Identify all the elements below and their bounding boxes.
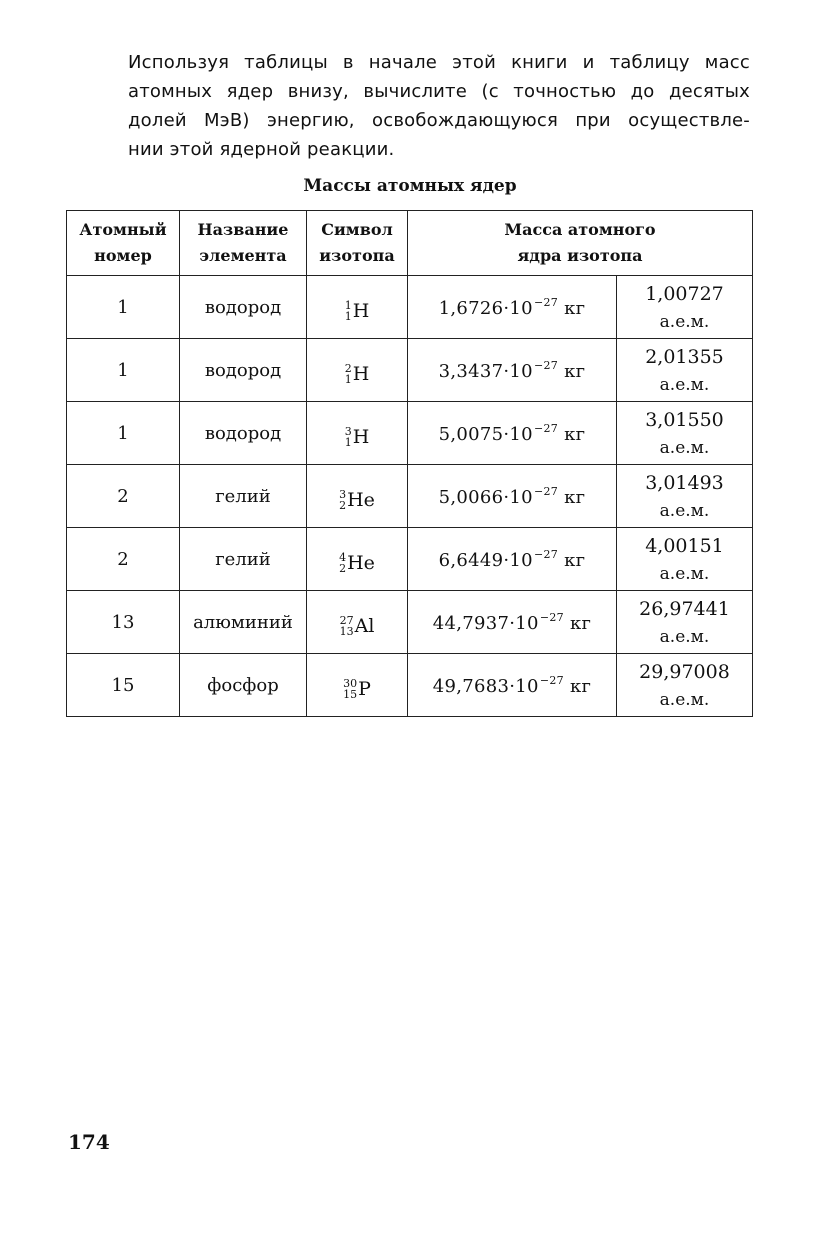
mass-amu-cell bbox=[617, 528, 753, 591]
isotope-symbol-cell bbox=[307, 402, 408, 465]
element-name-cell: фосфор bbox=[180, 654, 307, 717]
mass-value: 49,7683·10 bbox=[432, 675, 539, 697]
atomic-number-cell: 2 bbox=[67, 465, 180, 528]
table-header-row bbox=[67, 211, 753, 276]
element-name-cell: гелий bbox=[180, 528, 307, 591]
amu-unit: а.е.м. bbox=[659, 627, 710, 647]
mass-exponent: −27 bbox=[533, 358, 559, 372]
isotope-symbol-cell bbox=[307, 465, 408, 528]
mass-amu-cell bbox=[617, 339, 753, 402]
mass-value: 44,7937·10 bbox=[432, 612, 539, 634]
mass-exponent: −27 bbox=[539, 673, 564, 687]
element-symbol: H bbox=[352, 299, 370, 322]
isotope-symbol-cell bbox=[307, 339, 408, 402]
mass-unit: кг bbox=[564, 423, 586, 445]
nuclide-symbol bbox=[345, 426, 370, 448]
mass-exponent: −27 bbox=[539, 610, 564, 624]
header-atomic-number: Атомный номер bbox=[67, 211, 180, 276]
amu-value: 3,01550 bbox=[645, 409, 724, 431]
mass-exponent: −27 bbox=[533, 484, 559, 498]
mass-value: 5,0075·10 bbox=[438, 423, 533, 445]
nuclide-symbol bbox=[339, 552, 375, 574]
nuclide-symbol bbox=[345, 300, 370, 322]
table-row bbox=[67, 339, 753, 402]
nuclide-symbol bbox=[340, 615, 375, 637]
intro-paragraph bbox=[128, 48, 750, 164]
atomic-number-cell: 13 bbox=[67, 591, 180, 654]
mass-exponent: −27 bbox=[533, 421, 559, 435]
element-name-cell: гелий bbox=[180, 465, 307, 528]
intro-line: атомных ядер внизу, вычислите (с точностью до десятых bbox=[128, 81, 750, 102]
isotope-symbol-cell bbox=[307, 276, 408, 339]
amu-value: 4,00151 bbox=[645, 535, 724, 557]
element-symbol: He bbox=[347, 551, 375, 574]
mass-amu-cell bbox=[617, 465, 753, 528]
atomic-number-cell: 1 bbox=[67, 276, 180, 339]
nuclide-symbol bbox=[343, 678, 371, 700]
mass-value: 6,6449·10 bbox=[438, 549, 533, 571]
table-row bbox=[67, 276, 753, 339]
amu-unit: а.е.м. bbox=[659, 564, 710, 584]
element-symbol: P bbox=[358, 677, 371, 700]
element-name-cell: водород bbox=[180, 276, 307, 339]
nuclide-symbol bbox=[345, 363, 370, 385]
mass-amu-cell bbox=[617, 591, 753, 654]
mass-kg-cell bbox=[408, 654, 617, 717]
element-name-cell: водород bbox=[180, 402, 307, 465]
element-name-cell: алюминий bbox=[180, 591, 307, 654]
amu-value: 2,01355 bbox=[645, 346, 724, 368]
mass-value: 3,3437·10 bbox=[438, 360, 533, 382]
table-row bbox=[67, 402, 753, 465]
mass-kg-cell bbox=[408, 591, 617, 654]
charge-number: 1 bbox=[344, 372, 352, 386]
mass-exponent: −27 bbox=[533, 547, 559, 561]
atomic-number-cell: 1 bbox=[67, 402, 180, 465]
charge-number: 15 bbox=[343, 687, 358, 701]
mass-kg-cell bbox=[408, 528, 617, 591]
atomic-number-cell: 1 bbox=[67, 339, 180, 402]
mass-unit: кг bbox=[569, 675, 592, 697]
amu-unit: а.е.м. bbox=[659, 690, 710, 710]
mass-unit: кг bbox=[569, 612, 592, 634]
header-isotope-mass: Масса атомного ядра изотопа bbox=[408, 211, 753, 276]
mass-number: 4 bbox=[339, 550, 347, 564]
mass-exponent: −27 bbox=[533, 295, 559, 309]
table-row bbox=[67, 465, 753, 528]
mass-number: 2 bbox=[344, 361, 352, 375]
amu-value: 3,01493 bbox=[645, 472, 724, 494]
mass-unit: кг bbox=[564, 486, 586, 508]
mass-number: 3 bbox=[339, 487, 347, 501]
charge-number: 13 bbox=[339, 624, 354, 638]
nuclide-symbol bbox=[339, 489, 375, 511]
amu-unit: а.е.м. bbox=[659, 375, 710, 395]
mass-value: 5,0066·10 bbox=[438, 486, 533, 508]
nuclear-masses-table bbox=[66, 210, 753, 717]
intro-line: Используя таблицы в начале этой книги и таблицу масс bbox=[128, 52, 750, 73]
intro-line: нии этой ядерной реакции. bbox=[128, 139, 395, 160]
amu-unit: а.е.м. bbox=[659, 312, 710, 332]
amu-unit: а.е.м. bbox=[659, 501, 710, 521]
table-caption: Массы атомных ядер bbox=[303, 176, 517, 196]
table-row bbox=[67, 591, 753, 654]
charge-number: 2 bbox=[339, 561, 347, 575]
element-symbol: Al bbox=[354, 614, 375, 637]
amu-value: 1,00727 bbox=[645, 283, 724, 305]
element-name-cell: водород bbox=[180, 339, 307, 402]
isotope-symbol-cell bbox=[307, 528, 408, 591]
mass-value: 1,6726·10 bbox=[438, 297, 533, 319]
charge-number: 1 bbox=[344, 435, 352, 449]
amu-value: 29,97008 bbox=[639, 661, 730, 683]
mass-kg-cell bbox=[408, 276, 617, 339]
charge-number: 1 bbox=[344, 309, 352, 323]
table-row bbox=[67, 654, 753, 717]
mass-kg-cell bbox=[408, 465, 617, 528]
mass-amu-cell bbox=[617, 402, 753, 465]
mass-number: 27 bbox=[339, 613, 354, 627]
element-symbol: He bbox=[347, 488, 375, 511]
table-row bbox=[67, 528, 753, 591]
mass-number: 1 bbox=[344, 298, 352, 312]
intro-line: долей МэВ) энергию, освобождающуюся при осуществле- bbox=[128, 110, 750, 131]
header-isotope-symbol: Символ изотопа bbox=[307, 211, 408, 276]
mass-unit: кг bbox=[564, 549, 586, 571]
mass-kg-cell bbox=[408, 339, 617, 402]
atomic-number-cell: 15 bbox=[67, 654, 180, 717]
mass-kg-cell bbox=[408, 402, 617, 465]
element-symbol: H bbox=[352, 425, 370, 448]
page-number: 174 bbox=[68, 1130, 110, 1154]
amu-unit: а.е.м. bbox=[659, 438, 710, 458]
element-symbol: H bbox=[352, 362, 370, 385]
mass-unit: кг bbox=[564, 297, 586, 319]
header-element-name: Название элемента bbox=[180, 211, 307, 276]
mass-unit: кг bbox=[564, 360, 586, 382]
isotope-symbol-cell bbox=[307, 654, 408, 717]
charge-number: 2 bbox=[339, 498, 347, 512]
mass-number: 3 bbox=[344, 424, 352, 438]
mass-number: 30 bbox=[343, 676, 358, 690]
atomic-number-cell: 2 bbox=[67, 528, 180, 591]
isotope-symbol-cell bbox=[307, 591, 408, 654]
mass-amu-cell bbox=[617, 276, 753, 339]
mass-amu-cell bbox=[617, 654, 753, 717]
amu-value: 26,97441 bbox=[639, 598, 730, 620]
